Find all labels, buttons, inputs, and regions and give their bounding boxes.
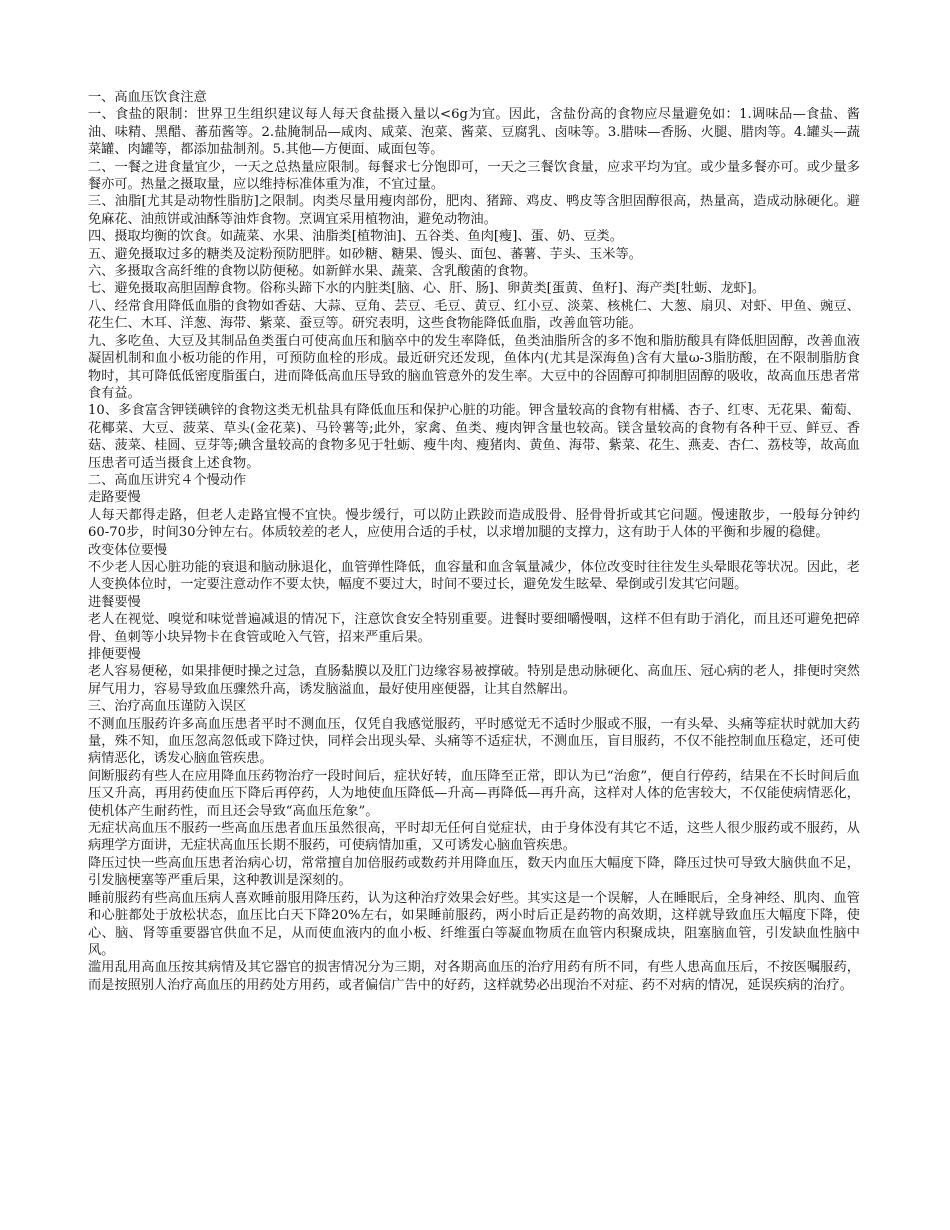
paragraph-misuse: 滥用乱用高血压按其病情及其它器官的损害情况分为三期，对各期高血压的治疗用药有所不同，有些人患高血压后，不按医嘱服药，而是按照别人治疗高血压的用药处方用药，或者偏信广告中的好药，这样就势必出现治不对症、药不对病的情况，延误疾病的治疗。 bbox=[88, 960, 860, 993]
document-body bbox=[88, 89, 860, 994]
paragraph-intermittent: 间断服药有些人在应用降血压药物治疗一段时间后，症状好转，血压降至正常，即认为已“治愈”，便自行停药，结果在不长时间后血压又升高，再用药使血压下降后再停药，人为地使血压降低—升高—再降低—再升高，这样对人体的危害较大，不仅能使病情恶化，使机体产生耐药性，而且还会导致“高血压危象”。 bbox=[88, 768, 860, 819]
paragraph-too-fast: 降压过快一些高血压患者治病心切，常常擅自加倍服药或数药并用降血压，数天内血压大幅度下降，降压过快可导致大脑供血不足，引发脑梗塞等严重后果，这种教训是深刻的。 bbox=[88, 855, 860, 889]
paragraph-no-measure: 不测血压服药许多高血压患者平时不测血压，仅凭自我感觉服药，平时感觉无不适时少服或不服，一有头晕、头痛等症状时就加大药量，殊不知，血压忽高忽低或下降过快，同样会出现头晕、头痛等不适症状，不测血压，盲目服药，不仅不能控制血压稳定，还可使病情恶化，诱发心脑血管疾患。 bbox=[88, 716, 860, 767]
subheading-posture: 改变体位要慢 bbox=[88, 542, 168, 558]
paragraph-walk: 人每天都得走路，但老人走路宜慢不宜快。慢步缓行，可以防止跌跤而造成股骨、胫骨骨折或其它问题。慢速散步，一般每分钟约60-70步，时间30分钟左右。体质较差的老人，应使用合适的手杖，以求增加腿的支撑力，这有助于人体的平衡和步履的稳健。 bbox=[88, 507, 860, 541]
paragraph-minerals: 10、多食富含钾镁碘锌的食物这类无机盐具有降低血压和保护心脏的功能。钾含量较高的食物有柑橘、杏子、红枣、无花果、葡萄、花椰菜、大豆、菠菜、草头(金花菜)、马铃薯等;此外，家禽、鱼类、瘦肉钾含量也较高。镁含量较高的食物有各种干豆、鲜豆、香菇、菠菜、桂圆、豆芽等;碘含量较高的食物多见于牡蛎、瘦牛肉、瘦猪肉、黄鱼、海带、紫菜、花生、燕麦、杏仁、荔枝等，故高血压患者可适当摄食上述食物。 bbox=[88, 403, 860, 471]
paragraph-balanced-diet: 四、摄取均衡的饮食。如蔬菜、水果、油脂类[植物油]、五谷类、鱼肉[瘦]、蛋、奶、豆类。 bbox=[88, 229, 623, 245]
paragraph-bowel: 老人容易便秘，如果排便时操之过急，直肠黏膜以及肛门边缘容易被撑破。特别是患动脉硬化、高血压、冠心病的老人，排便时突然屏气用力，容易导致血压骤然升高，诱发脑溢血，最好使用座便器，让其自然解出。 bbox=[88, 664, 860, 697]
paragraph-posture: 不少老人因心脏功能的衰退和脑动脉退化，血管弹性降低，血容量和血含氧量减少，体位改变时往往发生头晕眼花等状况。因此，老人变换体位时，一定要注意动作不要太快，幅度不要过大，时间不要过长，避免发生眩晕、晕倒或引发其它问题。 bbox=[88, 559, 860, 593]
section-heading-diet: 一、高血压饮食注意 bbox=[88, 90, 207, 105]
paragraph-lipid-food: 八、经常食用降低血脂的食物如香菇、大蒜、豆角、芸豆、毛豆、黄豆、红小豆、淡菜、核桃仁、大葱、扇贝、对虾、甲鱼、豌豆、花生仁、木耳、洋葱、海带、紫菜、蚕豆等。研究表明，这些食物能降低血脂，改善血管功能。 bbox=[88, 298, 860, 332]
paragraph-fiber: 六、多摄取含高纤维的食物以防便秘。如新鲜水果、蔬菜、含乳酸菌的食物。 bbox=[88, 264, 537, 280]
paragraph-salt: 一、食盐的限制：世界卫生组织建议每人每天食盐摄入量以<6g为宜。因此，含盐份高的食物应尽量避免如：1.调味品—食盐、酱油、味精、黑醋、蕃茄酱等。2.盐腌制品—咸肉、咸菜、泡菜、酱菜、豆腐乳、卤味等。3.腊味—香肠、火腿、腊肉等。4.罐头—蔬菜罐、肉罐等，都添加盐制剂。5.其他—方便面、咸面包等。 bbox=[88, 107, 860, 158]
paragraph-fat: 三、油脂[尤其是动物性脂肪]之限制。肉类尽量用瘦肉部份，肥肉、猪蹄、鸡皮、鸭皮等含胆固醇很高，热量高，造成动脉硬化。避免麻花、油煎饼或油酥等油炸食物。烹调宜采用植物油，避免动物油。 bbox=[88, 194, 860, 227]
section-heading-slow-actions: 二、高血压讲究４个慢动作 bbox=[88, 472, 247, 488]
subheading-walk: 走路要慢 bbox=[88, 490, 141, 506]
subheading-eating: 进餐要慢 bbox=[88, 594, 141, 610]
paragraph-bedtime: 睡前服药有些高血压病人喜欢睡前服用降压药，认为这种治疗效果会好些。其实这是一个误解，人在睡眠后，全身神经、肌肉、血管和心脏都处于放松状态，血压比白天下降20%左右，如果睡前服药，两小时后正是药物的高效期，这样就导致血压大幅度下降，使心、脑、肾等重要器官供血不足，从而使血液内的血小板、纤维蛋白等凝血物质在血管内积聚成块，阻塞脑血管，引发缺血性脑中风。 bbox=[88, 890, 860, 958]
subheading-bowel: 排便要慢 bbox=[88, 647, 141, 662]
paragraph-fish-soy: 九、多吃鱼、大豆及其制品鱼类蛋白可使高血压和脑卒中的发生率降低，鱼类油脂所含的多不饱和脂肪酸具有降低胆固醇，改善血液凝固机制和血小板功能的作用，可预防血栓的形成。最近研究还发现，鱼体内(尤其是深海鱼)含有大量ω-3脂肪酸，在不限制脂肪食物时，其可降低低密度脂蛋白，进而降低高血压导致的脑血管意外的发生率。大豆中的谷固醇可抑制胆固醇的吸收，故高血压患者常食有益。 bbox=[88, 333, 860, 401]
section-heading-treatment-mistakes: 三、治疗高血压谨防入误区 bbox=[88, 699, 247, 715]
paragraph-sugar: 五、避免摄取过多的糖类及淀粉预防肥胖。如砂糖、糖果、馒头、面包、蕃薯、芋头、玉米等。 bbox=[88, 246, 642, 262]
paragraph-eating: 老人在视觉、嗅觉和味觉普遍减退的情况下，注意饮食安全特别重要。进餐时要细嚼慢咽，这样不但有助于消化，而且还可避免把碎骨、鱼刺等小块异物卡在食管或呛入气管，招来严重后果。 bbox=[88, 612, 860, 645]
paragraph-asymptomatic: 无症状高血压不服药一些高血压患者血压虽然很高，平时却无任何自觉症状，由于身体没有其它不适，这些人很少服药或不服药，从病理学方面讲，无症状高血压长期不服药，可使病情加重，又可诱发心脑血管疾患。 bbox=[88, 821, 860, 854]
paragraph-meal-amount: 二、一餐之进食量宜少，一天之总热量应限制。每餐求七分饱即可，一天之三餐饮食量，应求平均为宜。或少量多餐亦可。或少量多餐亦可。热量之摄取量，应以维持标准体重为准，不宜过量。 bbox=[88, 159, 860, 193]
paragraph-cholesterol: 七、避免摄取高胆固醇食物。俗称头蹄下水的内脏类[脑、心、肝、肠]、卵黄类[蛋黄、鱼籽]、海产类[牡蛎、龙虾]。 bbox=[88, 281, 766, 297]
